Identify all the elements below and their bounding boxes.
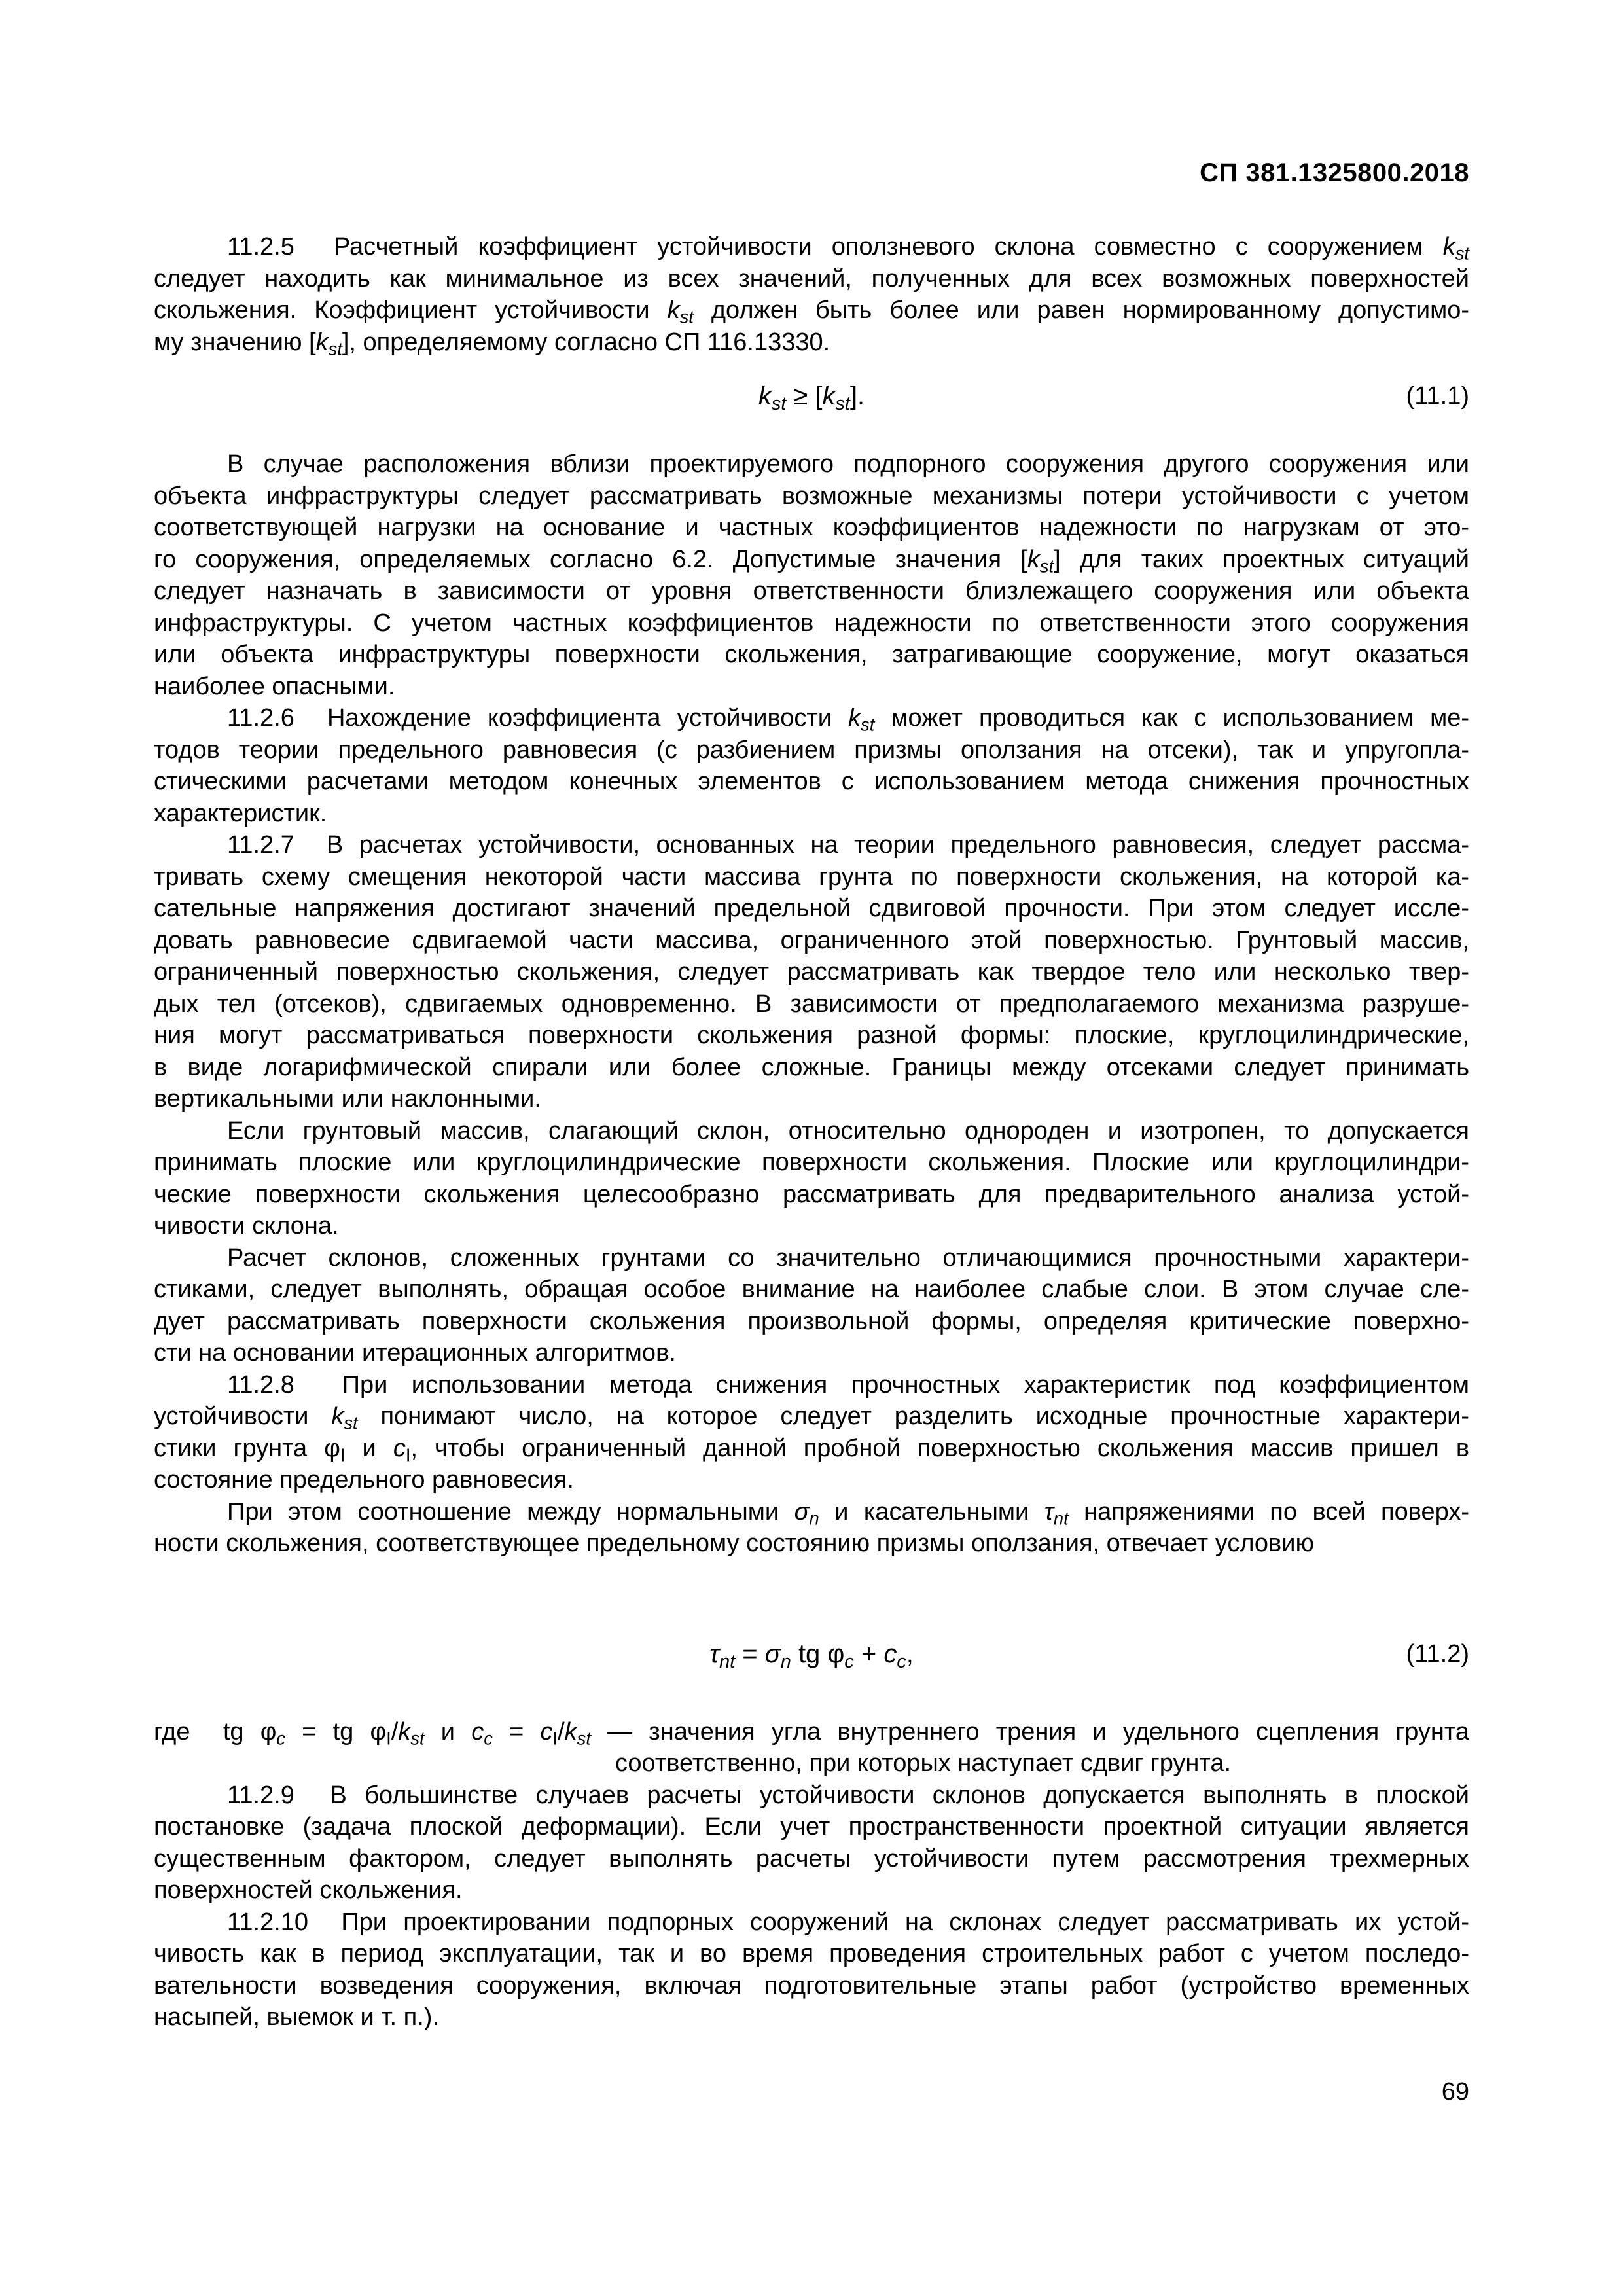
math-sub: I — [405, 1444, 411, 1465]
math-base: c — [393, 1434, 406, 1462]
text-line — [154, 1433, 1469, 1465]
text-line: насыпей, выемок и т. п.). — [154, 2003, 439, 2031]
text-line — [154, 1401, 1469, 1433]
text-line: 11.2.10 При проектировании подпорных сооружений на склонах следует рассматривать их устой- — [227, 1908, 1469, 1936]
text-line — [154, 231, 1469, 263]
math-sub: st — [1039, 556, 1054, 577]
text-line: следует находить как минимальное из всех значений, полученных для всех возможных поверхностей — [154, 264, 1469, 293]
text-line: В случае расположения вблизи проектируемого подпорного сооружения другого сооружения или — [227, 450, 1469, 478]
text-line: стиками, следует выполнять, обращая особое внимание на наиболее слабые слои. В этом случае сле- — [154, 1276, 1469, 1303]
math-sub: st — [679, 306, 694, 327]
text-segment: где tg — [154, 1717, 260, 1746]
math-k-st — [822, 382, 850, 415]
text-segment: , чтобы ограниченный данной пробной поверхностью скольжения массив пришел в — [410, 1434, 1470, 1462]
text-line: соответственно, при которых наступает сдвиг грунта. — [615, 1749, 1232, 1777]
math-sub: st — [344, 1412, 358, 1433]
text-segment: скольжения. Коэффициент устойчивости — [154, 296, 668, 324]
text-segment: и касательными — [819, 1498, 1044, 1526]
text-line: 11.2.9 В большинстве случаев расчеты устойчивости склонов допускается выполнять в плоской — [227, 1781, 1469, 1809]
text-line: наиболее опасными. — [154, 672, 395, 700]
text-line: ограниченный поверхностью скольжения, следует рассматривать как твердое тело или несколько твер- — [154, 958, 1469, 986]
math-k-st — [315, 328, 342, 359]
math-base: σ — [764, 1639, 781, 1668]
math-base: k — [667, 296, 680, 324]
text-segment: и — [424, 1717, 472, 1746]
math-phi-c — [827, 1639, 854, 1672]
text-segment: = tg — [285, 1717, 370, 1746]
math-sub: c — [844, 1651, 854, 1672]
math-sigma-n — [794, 1498, 819, 1529]
math-sub: st — [577, 1728, 591, 1749]
formula-number: (11.2) — [1406, 1640, 1469, 1668]
math-sub: st — [410, 1728, 425, 1749]
text-line: в виде логарифмической спирали или более сложные. Границы между отсеками следует принимать — [154, 1053, 1469, 1081]
math-base: k — [331, 1403, 344, 1430]
text-line: стическими расчетами методом конечных элементов с использованием метода снижения прочностных — [154, 768, 1469, 795]
text-line: объекта инфраструктуры следует рассматривать возможные механизмы потери устойчивости с учетом — [154, 482, 1469, 510]
math-base: k — [1027, 545, 1040, 573]
math-phi-I — [324, 1434, 346, 1465]
text-line — [154, 1716, 1469, 1748]
math-sub: c — [897, 1651, 906, 1672]
math-c-I — [393, 1434, 411, 1465]
text-segment: При этом соотношение между нормальными — [227, 1498, 794, 1526]
text-segment: понимают число, на которое следует разделить исходные прочностные характери- — [357, 1403, 1469, 1430]
paragraph-11-2-7 — [154, 829, 1469, 1115]
math-sub: st — [861, 714, 875, 735]
math-sub: n — [780, 1651, 791, 1672]
text-line: поверхностей скольжения. — [154, 1876, 463, 1904]
math-base: c — [471, 1717, 484, 1746]
paragraph-11-2-8 — [154, 1369, 1469, 1496]
text-line: чивости склона. — [154, 1212, 339, 1240]
math-sigma-n — [764, 1639, 791, 1672]
formula-number: (11.1) — [1406, 382, 1469, 410]
math-base: φ — [260, 1717, 277, 1746]
text-line: 11.2.7 В расчетах устойчивости, основанных на теории предельного равновесия, следует рассма- — [227, 831, 1469, 859]
text-segment: и — [345, 1434, 393, 1462]
math-sub: I — [552, 1728, 558, 1749]
text-line: сательные напряжения достигают значений предельной сдвиговой прочности. При этом следует иссле- — [154, 895, 1469, 922]
paragraph-homogeneous-slope — [154, 1115, 1469, 1242]
paragraph-11-2-5 — [154, 231, 1469, 358]
text-line — [154, 1496, 1469, 1528]
text-line: инфраструктуры. С учетом частных коэффициентов надежности по ответственности этого сооружения — [154, 609, 1469, 637]
math-sub: st — [328, 338, 342, 359]
text-line: следует назначать в зависимости от уровня ответственности близлежащего сооружения или объекта — [154, 577, 1469, 605]
paragraph-stress-condition — [154, 1496, 1469, 1560]
text-line: тодов теории предельного равновесия (с разбиением призмы оползания на отсеки), так и упругопла- — [154, 736, 1469, 764]
text-line: характеристик. — [154, 799, 327, 827]
math-slash: / — [558, 1717, 565, 1746]
text-line: постановке (задача плоской деформации). Если учет пространственности проектной ситуации является — [154, 1813, 1469, 1840]
text-line — [154, 327, 1469, 359]
text-segment: го сооружения, определяемых согласно 6.2. Допустимые значения [ — [154, 545, 1027, 573]
math-base: σ — [794, 1498, 810, 1526]
math-sub: c — [276, 1728, 286, 1749]
math-base: τ — [1044, 1498, 1054, 1526]
paragraph-layered-slopes — [154, 1242, 1469, 1369]
math-base: φ — [324, 1434, 340, 1462]
text-line: Расчет склонов, сложенных грунтами со значительно отличающимися прочностными характери- — [227, 1244, 1469, 1272]
math-k-st — [398, 1717, 425, 1749]
math-base: k — [398, 1717, 411, 1746]
math-operator: = — [492, 1717, 541, 1746]
math-sub: n — [809, 1508, 819, 1529]
math-c-I — [540, 1717, 558, 1749]
text-segment: напряжениями по всей поверх- — [1068, 1498, 1469, 1526]
math-base: φ — [370, 1717, 387, 1746]
math-operator: = — [735, 1639, 765, 1668]
math-sub: st — [835, 393, 850, 415]
math-end: ]. — [849, 382, 865, 410]
paragraph-adjacent-structures — [154, 448, 1469, 702]
text-line — [154, 544, 1469, 576]
math-k-st — [331, 1403, 358, 1433]
text-line — [154, 295, 1469, 327]
math-sub: I — [340, 1444, 346, 1465]
math-base: k — [758, 382, 772, 410]
math-k-st — [848, 704, 875, 735]
paragraph-11-2-9 — [154, 1780, 1469, 1907]
text-segment: устойчивости — [154, 1403, 332, 1430]
text-segment: ], определяемому согласно СП 116.13330. — [342, 328, 830, 356]
math-base: c — [540, 1717, 553, 1746]
paragraph-11-2-6 — [154, 702, 1469, 829]
text-line: ческие поверхности скольжения целесообразно рассматривать для предварительного анализа устой- — [154, 1180, 1469, 1208]
math-base: τ — [709, 1639, 720, 1668]
text-segment: ] для таких проектных ситуаций — [1054, 545, 1469, 573]
text-line: сти на основании итерационных алгоритмов. — [154, 1339, 676, 1367]
math-k-st — [758, 382, 787, 415]
math-c-c — [883, 1639, 906, 1672]
math-c-c — [471, 1717, 493, 1749]
formula-11-2 — [154, 1634, 1469, 1674]
text-line — [154, 702, 1469, 734]
text-line: вертикальными или наклонными. — [154, 1085, 541, 1113]
math-base: k — [1442, 233, 1455, 260]
math-tau-nt — [709, 1639, 736, 1672]
document-body — [154, 231, 1469, 2034]
text-line: соответствующей нагрузки на основание и частных коэффициентов надежности по нагрузкам от это- — [154, 514, 1469, 541]
math-base: k — [822, 382, 836, 410]
text-line: дых тел (отсеков), сдвигаемых одновременно. В зависимости от предполагаемого механизма разруше- — [154, 990, 1469, 1018]
math-k-st — [667, 296, 694, 327]
math-sub: c — [484, 1728, 493, 1749]
math-sub: nt — [1053, 1508, 1069, 1529]
text-segment: му значению [ — [154, 328, 316, 356]
text-line: ния могут рассматриваться поверхности скольжения разной формы: плоские, круглоцилиндрические, — [154, 1022, 1469, 1049]
page-number: 69 — [1441, 2078, 1469, 2106]
text-line: принимать плоские или круглоцилиндрические поверхности скольжения. Плоские или круглоцилиндри- — [154, 1149, 1469, 1176]
text-line: или объекта инфраструктуры поверхности скольжения, затрагивающие сооружение, могут оказаться — [154, 641, 1469, 668]
text-line: тривать схему смещения некоторой части массива грунта по поверхности скольжения, на которой ка- — [154, 863, 1469, 891]
formula-11-1 — [154, 376, 1469, 416]
text-line: существенным фактором, следует выполнять расчеты устойчивости путем рассмотрения трехмерных — [154, 1844, 1469, 1873]
math-slash: / — [391, 1717, 399, 1746]
math-function-tg: tg — [791, 1639, 828, 1668]
text-line: дует рассматривать поверхности скольжения произвольной формы, определяя критические поверхно- — [154, 1307, 1469, 1335]
text-line: чивость как в период эксплуатации, так и во время проведения строительных работ с учетом последо- — [154, 1940, 1469, 1967]
text-line: состояние предельного равновесия. — [154, 1466, 574, 1494]
math-relation: ≥ [ — [786, 382, 823, 410]
text-line: вательности возведения сооружения, включая подготовительные этапы работ (устройство временных — [154, 1971, 1469, 2000]
math-phi-I — [370, 1717, 391, 1749]
math-k-st — [564, 1717, 591, 1749]
math-comma: , — [906, 1639, 914, 1668]
math-sub: st — [1455, 243, 1469, 264]
text-line: 11.2.8 При использовании метода снижения прочностных характеристик под коэффициентом — [227, 1371, 1469, 1399]
document-code: СП 381.1325800.2018 — [1200, 158, 1469, 187]
math-operator: + — [853, 1639, 884, 1668]
text-line: ности скольжения, соответствующее предельному состоянию призмы оползания, отвечает условию — [154, 1530, 1314, 1557]
text-segment: должен быть более или равен нормированному допустимо- — [693, 296, 1469, 324]
math-k-st — [1442, 233, 1469, 264]
text-segment: — значения угла внутреннего трения и удельного сцепления грунта — [590, 1717, 1470, 1746]
paragraph-11-2-10 — [154, 1907, 1469, 2034]
text-line: довать равновесие сдвигаемой части массива, ограниченного этой поверхностью. Грунтовый массив, — [154, 926, 1469, 954]
math-phi-c — [260, 1717, 286, 1749]
math-base: k — [315, 328, 329, 356]
paragraph-where-definition — [154, 1716, 1469, 1780]
math-sub: st — [771, 393, 787, 415]
math-base: φ — [827, 1639, 845, 1668]
math-base: k — [848, 704, 861, 732]
text-segment: 11.2.6 Нахождение коэффициента устойчивости — [227, 704, 849, 732]
math-k-st — [1027, 545, 1054, 577]
text-segment: может проводиться как с использованием ме- — [874, 704, 1469, 732]
math-sub: I — [386, 1728, 391, 1749]
math-base: k — [564, 1717, 577, 1746]
text-segment: стики грунта — [154, 1434, 325, 1462]
text-segment: 11.2.5 Расчетный коэффициент устойчивости оползневого склона совместно с сооружением — [227, 233, 1443, 260]
math-base: c — [883, 1639, 897, 1668]
math-sub: nt — [719, 1651, 736, 1672]
math-tau-nt — [1044, 1498, 1069, 1529]
text-line: Если грунтовый массив, слагающий склон, относительно однороден и изотропен, то допускается — [227, 1117, 1469, 1145]
